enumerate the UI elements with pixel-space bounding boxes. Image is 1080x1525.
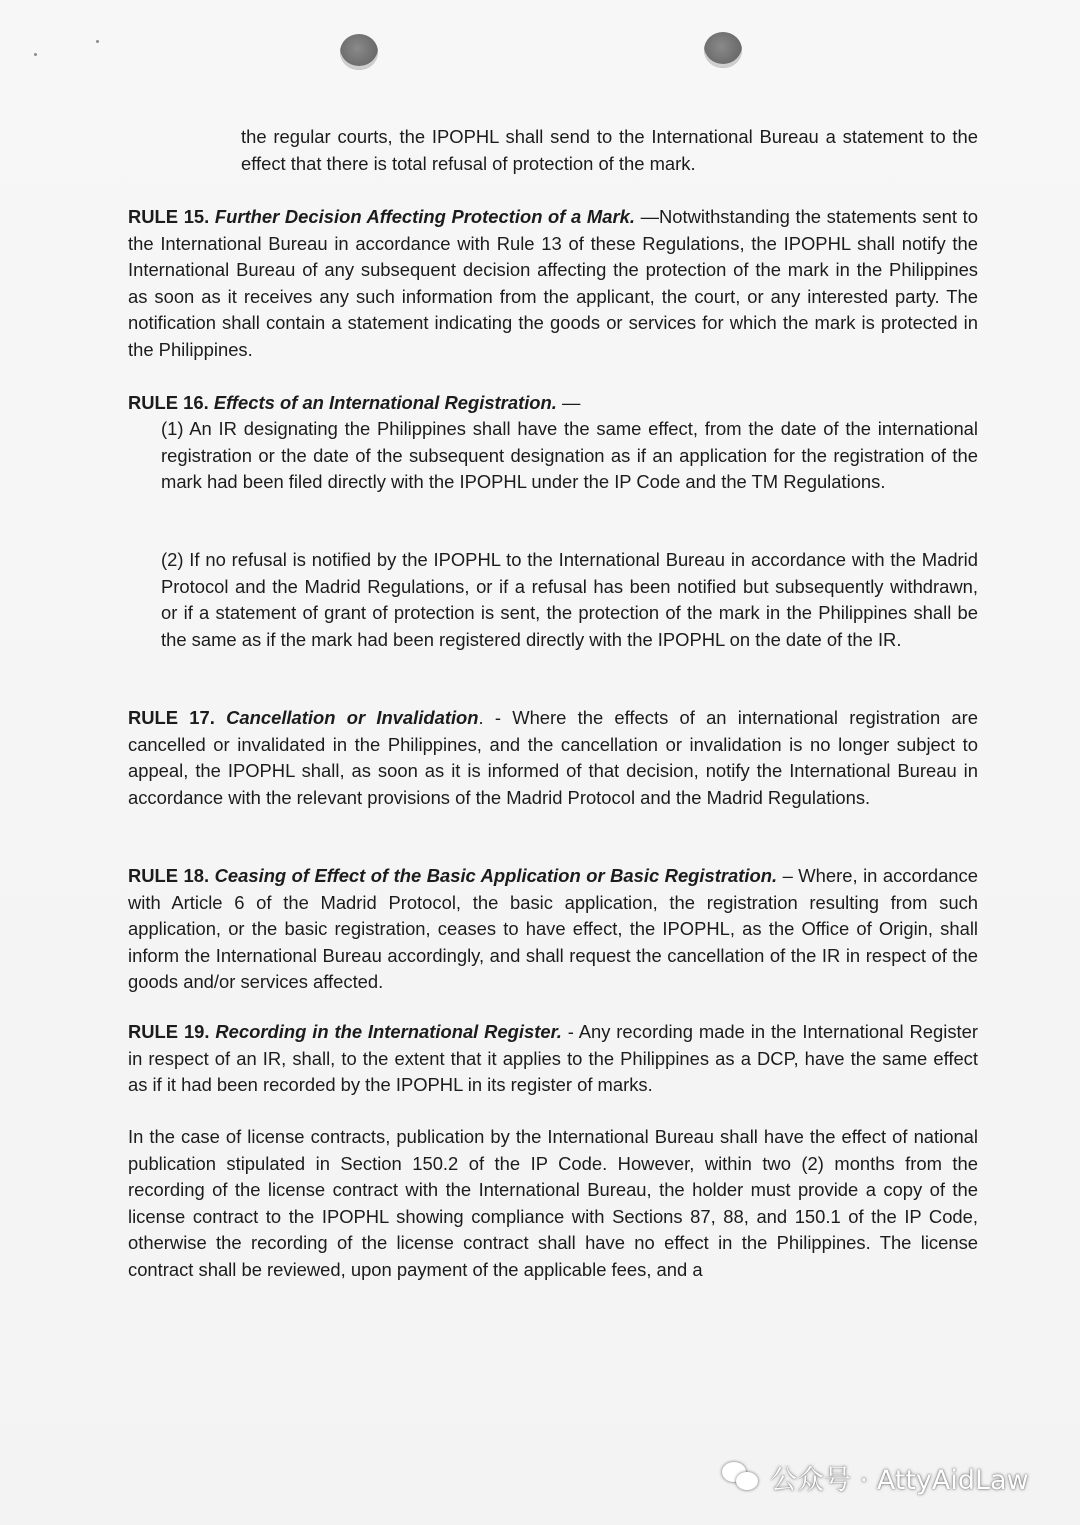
rule-17-title: Cancellation or Invalidation bbox=[226, 707, 479, 728]
rule-17-number: RULE 17. bbox=[128, 707, 215, 728]
rule-16-item-2 bbox=[161, 547, 978, 653]
rule-18-title: Ceasing of Effect of the Basic Application or Basic Registration. bbox=[214, 865, 778, 886]
rule-16-title: Effects of an International Registration. bbox=[213, 392, 557, 413]
scan-speck bbox=[34, 53, 37, 56]
punch-hole-left bbox=[340, 34, 378, 70]
license-contracts-text: In the case of license contracts, publication by the International Bureau shall have the effect of national publication stipulated in Section 150.2 of the IP Code. However, within two (2) months from the recording of the license contract with the International Bureau, the holder must provide a copy of the license contract to the IPOPHL showing compliance with Sections 87, 88, and 150.1 of the IP Code, otherwise the recording of the license contract shall have no effect in the Philippines. The license contract shall be reviewed, upon payment of the applicable fees, and a bbox=[128, 1126, 978, 1280]
rule-16-heading bbox=[128, 390, 978, 417]
rule-16-dash: — bbox=[556, 392, 581, 413]
rule-19-paragraph bbox=[128, 1019, 978, 1099]
rule-16-item-2-text: (2) If no refusal is notified by the IPOPHL to the International Bureau in accordance with the Madrid Protocol and the Madrid Regulations, or if a refusal has been notified but subsequently withdrawn, or if a statement of grant of protection is sent, the protection of the mark in the Philippines shall be the same as if the mark had been registered directly with the IPOPHL on the date of the IR. bbox=[161, 549, 978, 650]
continuation-text: the regular courts, the IPOPHL shall send to the International Bureau a statement to the effect that there is total refusal of protection of the mark. bbox=[241, 126, 978, 174]
watermark-label: 公众号 · AttyAidLaw bbox=[770, 1464, 1029, 1496]
watermark bbox=[722, 1452, 1029, 1502]
punch-hole-right bbox=[704, 32, 742, 68]
rule-16-item-1 bbox=[161, 416, 978, 496]
license-contracts-paragraph bbox=[128, 1124, 978, 1283]
rule-15-body: —Notwithstanding the statements sent to the International Bureau in accordance with Rule 13 of these Regulations, the IPOPHL shall notify the International Bureau of any subsequent decision affecting the protection of the mark in the Philippines as soon as it receives any such information from the applicant, the court, or any interested party. The notification shall contain a statement indicating the goods or services for which the mark is protected in the Philippines. bbox=[128, 206, 978, 360]
rule-18-number: RULE 18. bbox=[128, 865, 210, 886]
rule-15-number: RULE 15. bbox=[128, 206, 210, 227]
rule-18-paragraph bbox=[128, 863, 978, 996]
rule-17-paragraph bbox=[128, 705, 978, 811]
rule-17-body: . - Where the effects of an international registration are cancelled or invalidated in the Philippines, and the cancellation or invalidation is no longer subject to appeal, the IPOPHL shall, as soon as it is informed of that decision, notify the International Bureau in accordance with the relevant provisions of the Madrid Protocol and the Madrid Regulations. bbox=[128, 707, 978, 808]
rule-16-number: RULE 16. bbox=[128, 392, 209, 413]
rule-19-title: Recording in the International Register. bbox=[215, 1021, 562, 1042]
rule-19-number: RULE 19. bbox=[128, 1021, 210, 1042]
wechat-icon bbox=[722, 1460, 760, 1494]
rule-18-body: – Where, in accordance with Article 6 of the Madrid Protocol, the basic application, the registration resulting from such application, or the basic registration, ceases to have effect, the IPOPHL, as the Office of Origin, shall inform the International Bureau accordingly, and shall request the cancellation of the IR in respect of the goods and/or services affected. bbox=[128, 865, 978, 992]
rule-15-title: Further Decision Affecting Protection of a Mark. bbox=[214, 206, 635, 227]
rule-19-body: - Any recording made in the International Register in respect of an IR, shall, to the extent that it applies to the Philippines as a DCP, have the same effect as if it had been recorded by the IPOPHL in its register of marks. bbox=[128, 1021, 978, 1095]
rule-15-paragraph bbox=[128, 204, 978, 363]
rule-16-item-1-text: (1) An IR designating the Philippines shall have the same effect, from the date of the international registration or the date of the subsequent designation as if an application for the registration of the mark had been filed directly with the IPOPHL under the IP Code and the TM Regulations. bbox=[161, 418, 978, 492]
continuation-paragraph bbox=[241, 124, 978, 177]
scan-speck bbox=[96, 40, 99, 43]
